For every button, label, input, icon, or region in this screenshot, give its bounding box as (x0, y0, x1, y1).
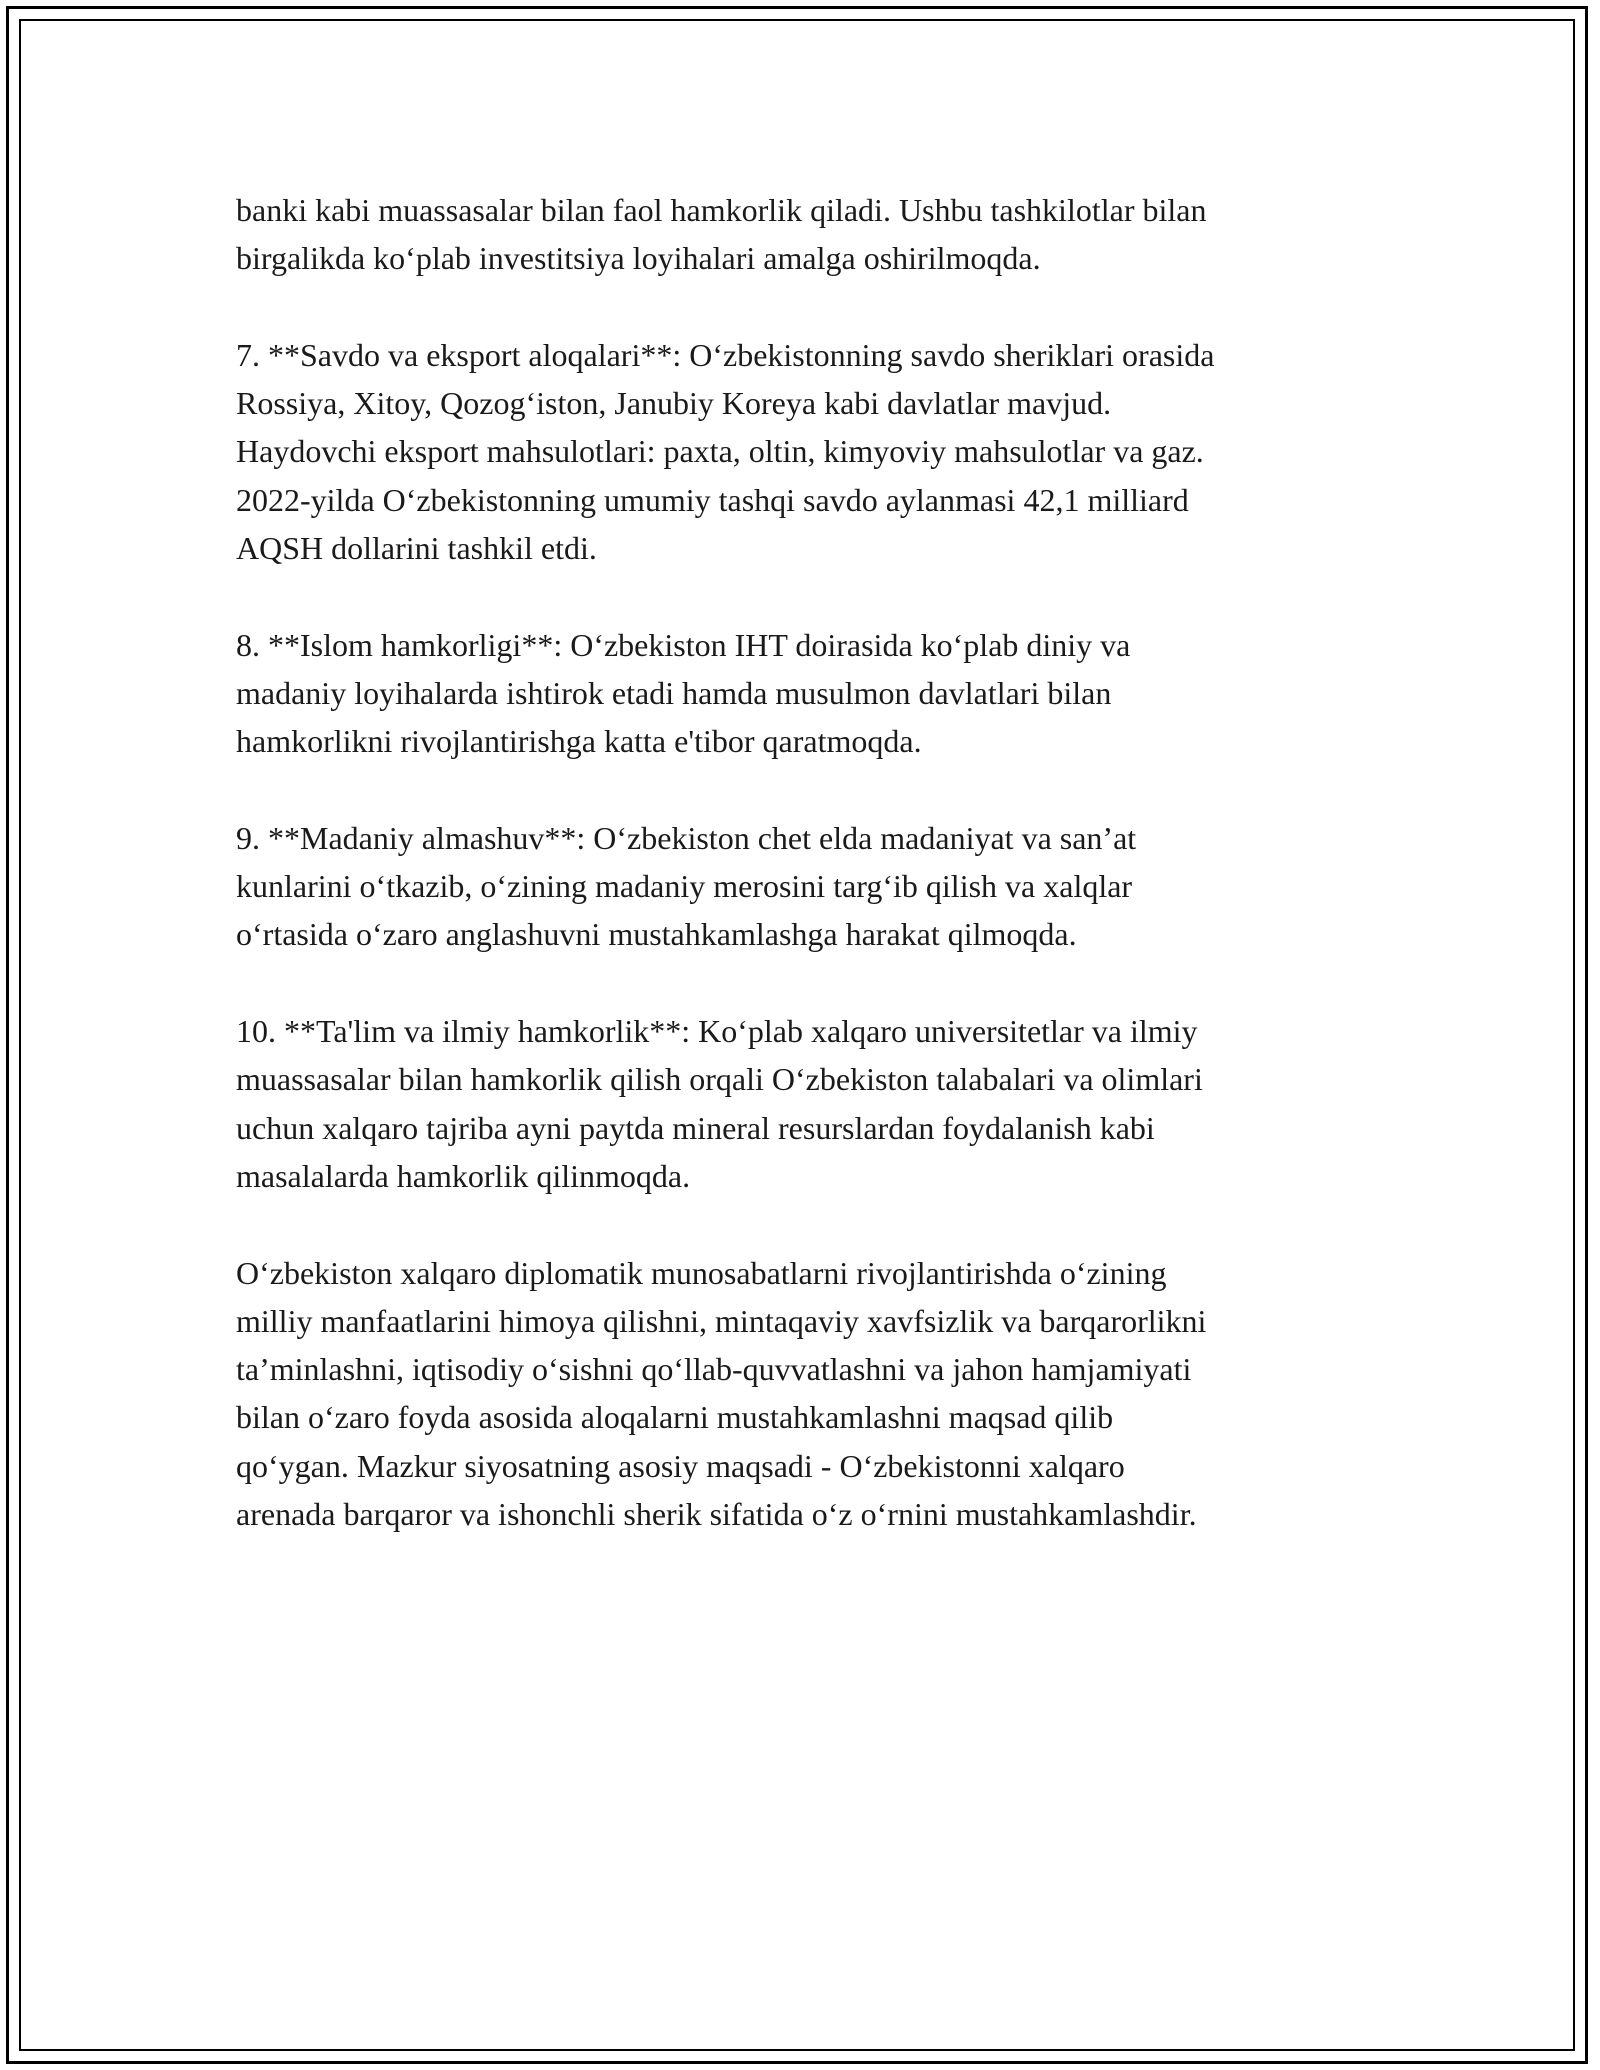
text-line: madaniy loyihalarda ishtirok etadi hamda musulmon davlatlari bilan (236, 674, 1112, 711)
text-line: muassasalar bilan hamkorlik qilish orqali O‘zbekiston talabalari va olimlari (236, 1061, 1203, 1098)
paragraph-item-7 (236, 331, 1436, 572)
text-line: 8. **Islom hamkorligi**: O‘zbekiston IHT doirasida ko‘plab diniy va (236, 626, 1131, 663)
paragraph-item-8 (236, 621, 1436, 766)
text-line: bilan o‘zaro foyda asosida aloqalarni mustahkamlashni maqsad qilib (236, 1399, 1114, 1436)
text-line: ta’minlashni, iqtisodiy o‘sishni qo‘llab-quvvatlashni va jahon hamjamiyati (236, 1351, 1192, 1388)
text-line: banki kabi muassasalar bilan faol hamkorlik qiladi. Ushbu tashkilotlar bilan (236, 192, 1207, 228)
text-line: kunlarini o‘tkazib, o‘zining madaniy merosini targ‘ib qilish va xalqlar (236, 868, 1133, 905)
paragraph-continuation (236, 186, 1436, 283)
text-line: Haydovchi eksport mahsulotlari: paxta, oltin, kimyoviy mahsulotlar va gaz. (236, 433, 1204, 470)
text-line: Rossiya, Xitoy, Qozog‘iston, Janubiy Koreya kabi davlatlar mavjud. (236, 385, 1112, 422)
text-line: milliy manfaatlarini himoya qilishni, mintaqaviy xavfsizlik va barqarorlikni (236, 1302, 1207, 1339)
text-line: 7. **Savdo va eksport aloqalari**: O‘zbekistonning savdo sheriklari orasida (236, 336, 1215, 373)
text-line: 9. **Madaniy almashuv**: O‘zbekiston chet elda madaniyat va san’at (236, 819, 1137, 856)
text-line: 2022-yilda O‘zbekistonning umumiy tashqi savdo aylanmasi 42,1 milliard (236, 481, 1189, 518)
text-line: birgalikda ko‘plab investitsiya loyihalari amalga oshirilmoqda. (236, 240, 1041, 277)
text-line: masalalarda hamkorlik qilinmoqda. (236, 1157, 691, 1194)
text-line: arenada barqaror va ishonchli sherik sifatida o‘z o‘rnini mustahkamlashdir. (236, 1496, 1197, 1533)
document-body (236, 186, 1436, 1587)
paragraph-conclusion (236, 1249, 1436, 1539)
paragraph-item-10 (236, 1007, 1436, 1200)
text-line: O‘zbekiston xalqaro diplomatik munosabatlarni rivojlantirishda o‘zining (236, 1254, 1167, 1291)
text-line: o‘rtasida o‘zaro anglashuvni mustahkamlashga harakat qilmoqda. (236, 916, 1077, 953)
text-line: 10. **Ta'lim va ilmiy hamkorlik**: Ko‘plab xalqaro universitetlar va ilmiy (236, 1013, 1198, 1050)
text-line: qo‘ygan. Mazkur siyosatning asosiy maqsadi - O‘zbekistonni xalqaro (236, 1447, 1125, 1484)
paragraph-item-9 (236, 814, 1436, 959)
text-line: AQSH dollarini tashkil etdi. (236, 530, 597, 567)
text-line: hamkorlikni rivojlantirishga katta e'tibor qaratmoqda. (236, 723, 922, 760)
text-line: uchun xalqaro tajriba ayni paytda mineral resurslardan foydalanish kabi (236, 1109, 1155, 1146)
